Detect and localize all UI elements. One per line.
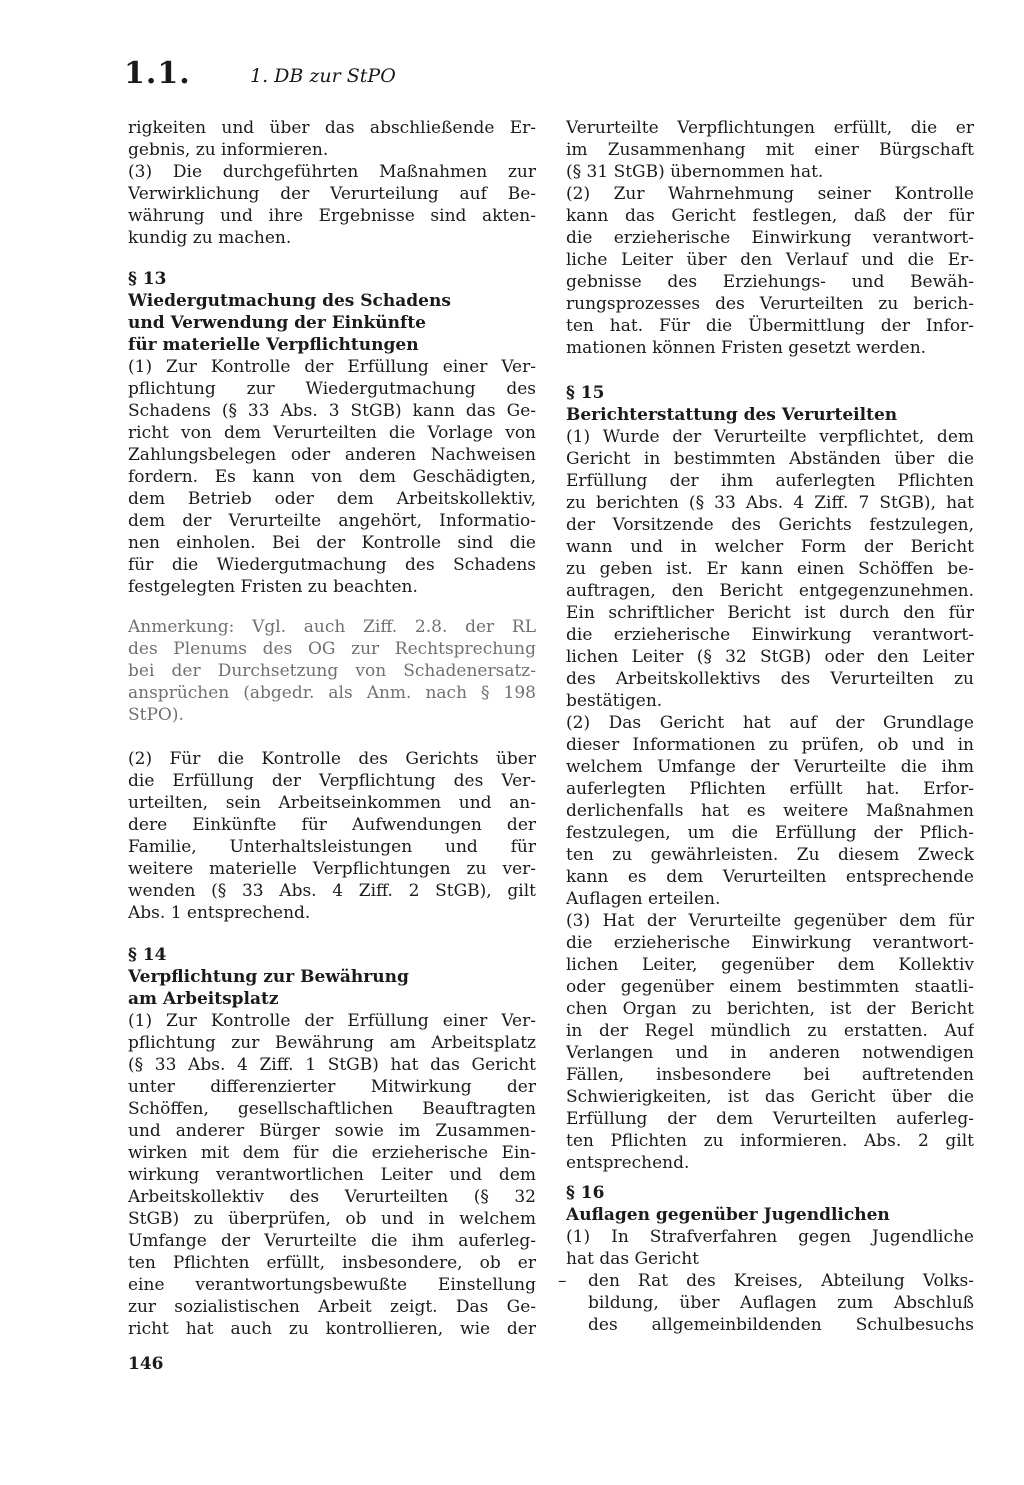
text-line: gebnis, zu informieren. <box>128 140 329 160</box>
text-line: dere Einkünfte für Aufwendungen der <box>128 815 536 835</box>
text-line: rungsprozesses des Verurteilten zu berich- <box>566 294 974 314</box>
heading-line: und Verwendung der Einkünfte <box>128 313 426 333</box>
text-line: (1) In Strafverfahren gegen Jugendliche <box>566 1227 974 1247</box>
text-line: dieser Informationen zu prüfen, ob und in <box>566 735 974 755</box>
text-line: Erfüllung der dem Verurteilten auferleg- <box>566 1109 974 1129</box>
text-line: (1) Wurde der Verurteilte verpflichtet, dem <box>566 427 974 447</box>
text-line: bildung, über Auflagen zum Abschluß <box>588 1293 974 1313</box>
text-line: (§ 33 Abs. 4 Ziff. 1 StGB) hat das Gericht <box>128 1055 536 1075</box>
text-line: die erzieherische Einwirkung verantwort- <box>566 933 974 953</box>
text-line: festzulegen, um die Erfüllung der Pflich- <box>566 823 974 843</box>
text-line: pflichtung zur Wiedergutmachung des <box>128 379 536 399</box>
text-line: Fällen, insbesondere bei auftretenden <box>566 1065 974 1085</box>
text-line: StGB) zu überprüfen, ob und in welchem <box>128 1209 536 1229</box>
text-line: wirkung verantwortlichen Leiter und dem <box>128 1165 536 1185</box>
text-line: die Erfüllung der Verpflichtung des Ver- <box>128 771 536 791</box>
text-line: unter differenzierter Mitwirkung der <box>128 1077 536 1097</box>
text-line: des allgemeinbildenden Schulbesuchs <box>588 1315 974 1335</box>
heading-line: am Arbeitsplatz <box>128 989 279 1009</box>
text-line: rigkeiten und über das abschließende Er- <box>128 118 536 138</box>
text-line: fordern. Es kann von dem Geschädigten, <box>128 467 536 487</box>
text-line: Verlangen und in anderen notwendigen <box>566 1043 974 1063</box>
text-line: entsprechend. <box>566 1153 690 1173</box>
text-line: Schöffen, gesellschaftlichen Beauftragten <box>128 1099 536 1119</box>
list-dash: – <box>558 1271 567 1291</box>
text-line: dem Betrieb oder dem Arbeitskollektiv, <box>128 489 536 509</box>
text-line: des Plenums des OG zur Rechtsprechung <box>128 639 536 659</box>
text-line: ten zu gewährleisten. Zu diesem Zweck <box>566 845 974 865</box>
heading-line: § 16 <box>566 1183 605 1203</box>
text-line: mationen können Fristen gesetzt werden. <box>566 338 927 358</box>
text-line: in der Regel mündlich zu erstatten. Auf <box>566 1021 974 1041</box>
text-line: kann es dem Verurteilten entsprechende <box>566 867 974 887</box>
text-line: eine verantwortungsbewußte Einstellung <box>128 1275 536 1295</box>
text-line: im Zusammenhang mit einer Bürgschaft <box>566 140 974 160</box>
text-line: Gericht in bestimmten Abständen über die <box>566 449 974 469</box>
text-line: ten hat. Für die Übermittlung der Infor- <box>566 316 974 336</box>
text-line: ten Pflichten erfüllt, insbesondere, ob er <box>128 1253 536 1273</box>
text-line: (3) Hat der Verurteilte gegenüber dem für <box>566 911 974 931</box>
text-line: derlichenfalls hat es weitere Maßnahmen <box>566 801 974 821</box>
text-line: (1) Zur Kontrolle der Erfüllung einer Ver- <box>128 1011 536 1031</box>
text-line: kundig zu machen. <box>128 228 292 248</box>
text-line: und anderer Bürger sowie im Zusammen- <box>128 1121 536 1141</box>
text-line: chen Organ zu berichten, ist der Bericht <box>566 999 974 1019</box>
text-line: lichen Leiter (§ 32 StGB) oder den Leiter <box>566 647 974 667</box>
text-line: Verurteilte Verpflichtungen erfüllt, die er <box>566 118 974 138</box>
text-line: Arbeitskollektiv des Verurteilten (§ 32 <box>128 1187 536 1207</box>
text-line: den Rat des Kreises, Abteilung Volks- <box>588 1271 974 1291</box>
text-line: zu geben ist. Er kann einen Schöffen be- <box>566 559 974 579</box>
text-line: ansprüchen (abgedr. als Anm. nach § 198 <box>128 683 536 703</box>
text-line: ten Pflichten zu informieren. Abs. 2 gilt <box>566 1131 974 1151</box>
text-line: weitere materielle Verpflichtungen zu ver- <box>128 859 536 879</box>
text-line: liche Leiter über den Verlauf und die Er- <box>566 250 974 270</box>
text-line: urteilten, sein Arbeitseinkommen und an- <box>128 793 536 813</box>
text-line: zur sozialistischen Arbeit zeigt. Das Ge- <box>128 1297 536 1317</box>
text-line: die erzieherische Einwirkung verantwort- <box>566 625 974 645</box>
page-number: 146 <box>128 1354 164 1374</box>
heading-line: § 13 <box>128 269 167 289</box>
text-line: des Arbeitskollektivs des Verurteilten zu <box>566 669 974 689</box>
text-line: Verwirklichung der Verurteilung auf Be- <box>128 184 536 204</box>
text-line: der Vorsitzende des Gerichts festzulegen, <box>566 515 974 535</box>
text-line: wenden (§ 33 Abs. 4 Ziff. 2 StGB), gilt <box>128 881 536 901</box>
heading-line: für materielle Verpflichtungen <box>128 335 419 355</box>
text-line: auferlegten Pflichten erfüllt hat. Erfor- <box>566 779 974 799</box>
text-line: hat das Gericht <box>566 1249 699 1269</box>
heading-line: Berichterstattung des Verurteilten <box>566 405 898 425</box>
running-title: 1. DB zur StPO <box>250 65 396 87</box>
text-line: Anmerkung: Vgl. auch Ziff. 2.8. der RL <box>128 617 536 637</box>
text-line: (2) Das Gericht hat auf der Grundlage <box>566 713 974 733</box>
text-line: Zahlungsbelegen oder anderen Nachweisen <box>128 445 536 465</box>
text-line: (§ 31 StGB) übernommen hat. <box>566 162 824 182</box>
text-line: (3) Die durchgeführten Maßnahmen zur <box>128 162 536 182</box>
text-line: lichen Leiter, gegenüber dem Kollektiv <box>566 955 974 975</box>
text-line: Erfüllung der ihm auferlegten Pflichten <box>566 471 974 491</box>
text-line: die erzieherische Einwirkung verantwort- <box>566 228 974 248</box>
heading-line: Wiedergutmachung des Schadens <box>128 291 451 311</box>
text-line: bei der Durchsetzung von Schadenersatz- <box>128 661 536 681</box>
text-line: richt von dem Verurteilten die Vorlage von <box>128 423 536 443</box>
text-line: währung und ihre Ergebnisse sind akten- <box>128 206 536 226</box>
text-line: zu berichten (§ 33 Abs. 4 Ziff. 7 StGB), hat <box>566 493 974 513</box>
heading-line: Verpflichtung zur Bewährung <box>128 967 409 987</box>
text-line: Schadens (§ 33 Abs. 3 StGB) kann das Ge- <box>128 401 536 421</box>
heading-line: § 15 <box>566 383 605 403</box>
text-line: (1) Zur Kontrolle der Erfüllung einer Ver- <box>128 357 536 377</box>
text-line: richt hat auch zu kontrollieren, wie der <box>128 1319 536 1339</box>
heading-line: Auflagen gegenüber Jugendlichen <box>566 1205 890 1225</box>
text-line: wann und in welcher Form der Bericht <box>566 537 974 557</box>
section-number: 1.1. <box>124 56 191 91</box>
text-line: (2) Zur Wahrnehmung seiner Kontrolle <box>566 184 974 204</box>
text-line: pflichtung zur Bewährung am Arbeitsplatz <box>128 1033 536 1053</box>
text-line: dem der Verurteilte angehört, Informatio- <box>128 511 536 531</box>
text-line: bestätigen. <box>566 691 663 711</box>
text-line: StPO). <box>128 705 184 725</box>
text-line: Ein schriftlicher Bericht ist durch den für <box>566 603 974 623</box>
text-line: für die Wiedergutmachung des Schadens <box>128 555 536 575</box>
text-line: welchem Umfange der Verurteilte die ihm <box>566 757 974 777</box>
text-line: Familie, Unterhaltsleistungen und für <box>128 837 536 857</box>
text-line: kann das Gericht festlegen, daß der für <box>566 206 974 226</box>
text-line: Schwierigkeiten, ist das Gericht über die <box>566 1087 974 1107</box>
text-line: Abs. 1 entsprechend. <box>128 903 311 923</box>
heading-line: § 14 <box>128 945 167 965</box>
text-line: festgelegten Fristen zu beachten. <box>128 577 418 597</box>
text-line: wirken mit dem für die erzieherische Ein- <box>128 1143 536 1163</box>
text-line: Umfange der Verurteilte die ihm auferleg- <box>128 1231 536 1251</box>
text-line: oder gegenüber einem bestimmten staatli- <box>566 977 974 997</box>
text-line: Auflagen erteilen. <box>566 889 721 909</box>
text-line: nen einholen. Bei der Kontrolle sind die <box>128 533 536 553</box>
text-line: gebnisse des Erziehungs- und Bewäh- <box>566 272 974 292</box>
text-line: (2) Für die Kontrolle des Gerichts über <box>128 749 536 769</box>
text-line: auftragen, den Bericht entgegenzunehmen. <box>566 581 974 601</box>
